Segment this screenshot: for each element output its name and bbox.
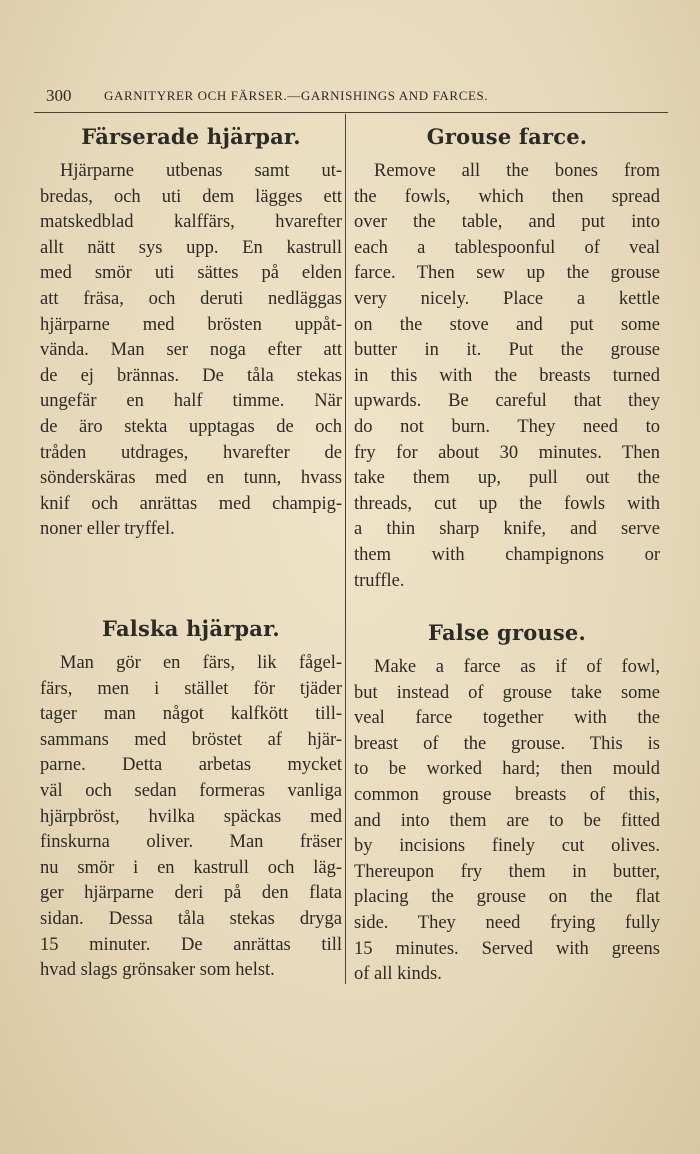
- text-line: butter in it. Put the grouse: [354, 340, 660, 361]
- text-line: take them up, pull out the: [354, 468, 660, 489]
- text-line: nu smör i en kastrull och läg-: [40, 857, 342, 878]
- text-line: them with champignons or: [354, 544, 660, 565]
- text-line: Make a farce as if of fowl,: [374, 657, 660, 677]
- text-line: side. They need frying fully: [354, 912, 660, 933]
- text-line: each a tablespoonful of veal: [354, 237, 660, 258]
- text-line: bredas, och uti dem lägges ett: [40, 186, 342, 207]
- text-line: by incisions finely cut olives.: [354, 836, 660, 857]
- text-line: a thin sharp knife, and serve: [354, 519, 660, 540]
- text-line: Remove all the bones from: [374, 161, 660, 181]
- text-line: and into them are to be fitted: [354, 810, 660, 831]
- text-line: väl och sedan formeras vanliga: [40, 780, 342, 801]
- column-divider: [345, 114, 346, 984]
- page-number: 300: [46, 86, 72, 105]
- recipe-section: [40, 616, 342, 984]
- text-line: common grouse breasts of this,: [354, 784, 660, 805]
- text-line: placing the grouse on the flat: [354, 887, 660, 908]
- text-line: att fräsa, och deruti nedläggas: [40, 288, 342, 309]
- text-line: sammans med bröstet af hjär-: [40, 729, 342, 750]
- text-line: 15 minuter. De anrättas till: [40, 934, 342, 955]
- text-line: sidan. Dessa tåla stekas dryga: [40, 908, 342, 929]
- running-head: GARNITYRER OCH FÄRSER.—GARNISHINGS AND FARCES.: [104, 88, 489, 103]
- text-line: allt nätt sys upp. En kastrull: [40, 237, 342, 258]
- text-line: the fowls, which then spread: [354, 186, 660, 207]
- text-line: sönderskäras med en tunn, hvass: [40, 468, 342, 489]
- recipe-section: [40, 124, 342, 543]
- text-line: to be worked hard; then mould: [354, 759, 660, 780]
- text-line: fry for about 30 minutes. Then: [354, 442, 660, 463]
- text-line: hvad slags grönsaker som helst.: [40, 960, 275, 981]
- text-line: breast of the grouse. This is: [354, 733, 660, 754]
- text-line: very nicely. Place a kettle: [354, 288, 660, 309]
- recipe-section: [354, 620, 660, 988]
- text-line: 15 minutes. Served with greens: [354, 938, 660, 959]
- text-line: matskedblad kalffärs, hvarefter: [40, 212, 342, 233]
- text-line: but instead of grouse take some: [354, 682, 660, 703]
- text-line: ger hjärparne deri på den flata: [40, 883, 342, 904]
- text-line: de ej brännas. De tåla stekas: [40, 365, 342, 386]
- text-line: in this with the breasts turned: [354, 365, 660, 386]
- text-line: veal farce together with the: [354, 708, 660, 729]
- text-line: noner eller tryffel.: [40, 519, 175, 540]
- text-line: on the stove and put some: [354, 314, 660, 335]
- text-line: of all kinds.: [354, 964, 442, 985]
- text-line: hjärpbröst, hvilka späckas med: [40, 806, 342, 827]
- text-line: threads, cut up the fowls with: [354, 493, 660, 514]
- recipe-heading: Falska hjärpar.: [102, 616, 280, 641]
- recipe-text: [354, 159, 660, 594]
- text-line: upwards. Be careful that they: [354, 391, 660, 412]
- text-line: vända. Man ser noga efter att: [40, 340, 342, 361]
- text-line: tråden utdrages, hvarefter de: [40, 442, 342, 463]
- text-line: med smör uti sättes på elden: [40, 263, 342, 284]
- text-line: ungefär en half timme. När: [40, 391, 342, 412]
- text-line: Thereupon fry them in butter,: [354, 861, 660, 882]
- text-line: färs, men i stället för tjäder: [40, 678, 342, 699]
- header-rule: [34, 112, 668, 113]
- text-line: Man gör en färs, lik fågel-: [60, 653, 342, 673]
- text-line: Hjärparne utbenas samt ut-: [60, 161, 342, 181]
- recipe-heading: Färserade hjärpar.: [81, 124, 301, 149]
- text-line: knif och anrättas med champig-: [40, 493, 342, 514]
- text-line: over the table, and put into: [354, 212, 660, 233]
- recipe-text: [354, 655, 660, 988]
- text-line: parne. Detta arbetas mycket: [40, 755, 342, 776]
- text-line: farce. Then sew up the grouse: [354, 263, 660, 284]
- text-line: hjärparne med brösten uppåt-: [40, 314, 342, 335]
- text-line: do not burn. They need to: [354, 416, 660, 437]
- recipe-text: [40, 159, 342, 543]
- recipe-section: [354, 124, 660, 594]
- text-line: de äro stekta upptagas de och: [40, 416, 342, 437]
- recipe-heading: False grouse.: [428, 620, 586, 645]
- recipe-heading: Grouse farce.: [426, 124, 588, 149]
- recipe-text: [40, 651, 342, 984]
- text-line: tager man något kalfkött till-: [40, 704, 342, 725]
- text-line: truffle.: [354, 570, 405, 591]
- text-line: finskurna oliver. Man fräser: [40, 832, 342, 853]
